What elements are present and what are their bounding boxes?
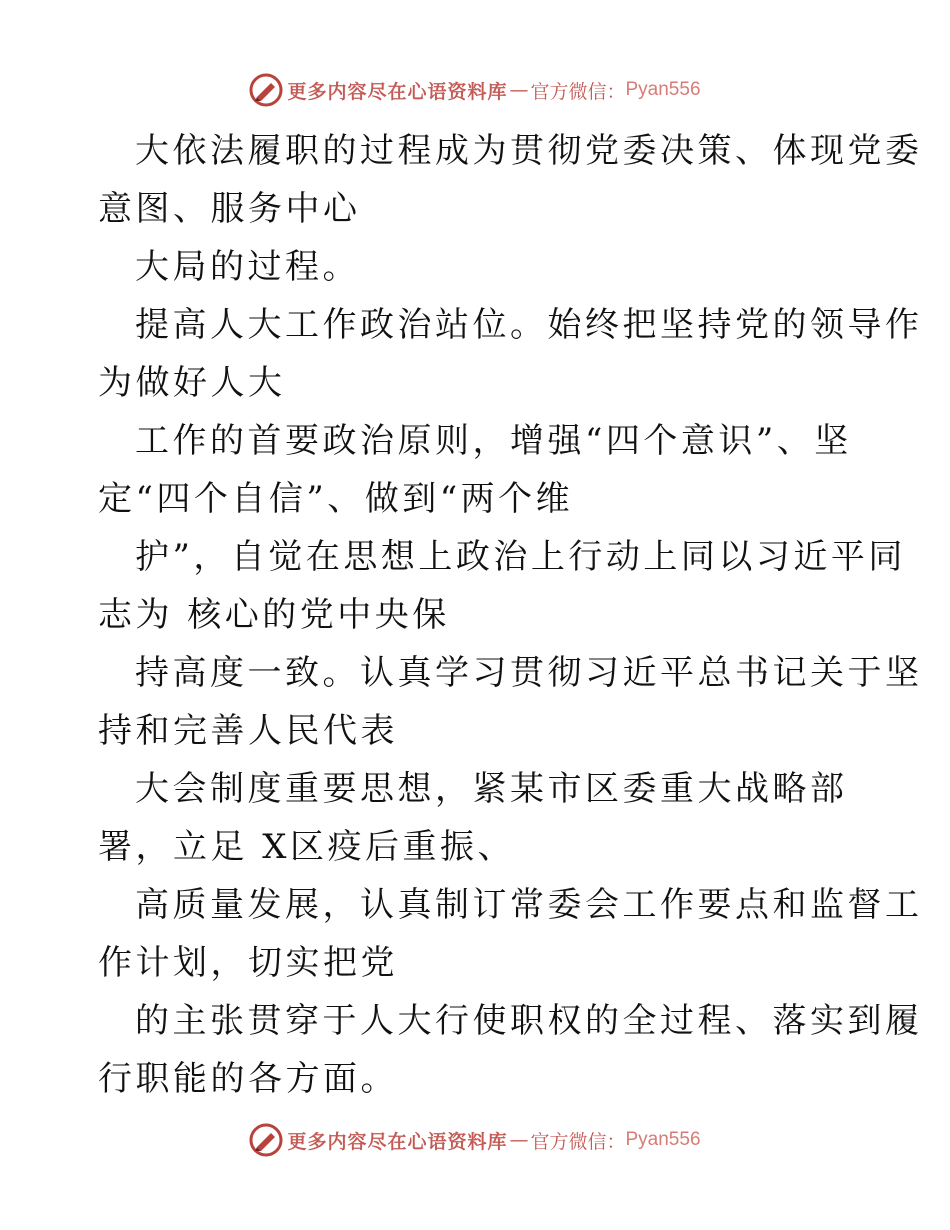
text-line: 持和完善人民代表 <box>98 711 398 751</box>
pen-logo-icon <box>249 1123 283 1157</box>
text-line: 高质量发展，认真制订常委会工作要点和监督工 <box>135 885 923 925</box>
text-line: 定“四个自信”、做到“两个维 <box>98 479 574 519</box>
text-line: 行职能的各方面。 <box>98 1059 398 1099</box>
text-line: 提高人大工作政治站位。始终把坚持党的领导作 <box>135 305 923 345</box>
text-line: 作计划，切实把党 <box>98 943 398 983</box>
text-line: 大依法履职的过程成为贯彻党委决策、体现党委 <box>135 131 923 171</box>
header-wechat-id: Pyan556 <box>625 79 701 100</box>
footer-dash: — <box>509 1129 529 1151</box>
text-line: 大会制度重要思想，紧某市区委重大战略部 <box>135 769 848 809</box>
header-site-text: 更多内容尽在心语资料库 <box>287 80 508 103</box>
text-line: 的主张贯穿于人大行使职权的全过程、落实到履 <box>135 1001 923 1041</box>
document-body <box>98 122 923 1108</box>
text-line: 志为 核心的党中央保 <box>98 595 450 635</box>
header-dash: — <box>509 79 529 101</box>
text-line: 护”，自觉在思想上政治上行动上同以习近平同 <box>135 537 906 577</box>
footer-wechat-label: 官方微信： <box>530 1130 626 1153</box>
header-banner <box>0 70 950 110</box>
pen-logo-icon <box>249 73 283 107</box>
text-line: 署，立足 X区疫后重振、 <box>98 827 516 867</box>
text-line: 为做好人大 <box>98 363 286 403</box>
text-line: 意图、服务中心 <box>98 189 361 229</box>
footer-site-text: 更多内容尽在心语资料库 <box>287 1130 508 1153</box>
footer-banner <box>0 1120 950 1160</box>
text-line: 大局的过程。 <box>135 247 360 287</box>
text-line: 持高度一致。认真学习贯彻习近平总书记关于坚 <box>135 653 923 693</box>
footer-wechat-id: Pyan556 <box>625 1129 701 1150</box>
text-line: 工作的首要政治原则，增强“四个意识”、坚 <box>135 421 852 461</box>
header-wechat-label: 官方微信： <box>530 80 626 103</box>
